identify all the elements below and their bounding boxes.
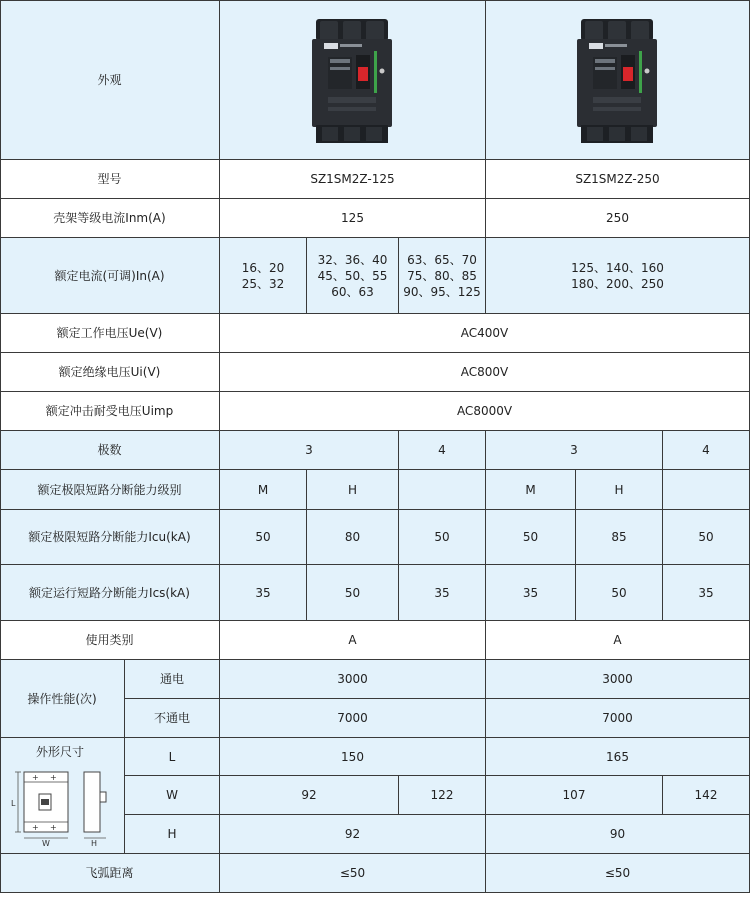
operation-label: 操作性能(次) [0,660,125,738]
svg-text:+: + [50,823,57,832]
rated-current-125-b: 32、36、40 45、50、55 60、63 [307,238,399,314]
grade-125-m: M [220,470,307,510]
working-voltage-label: 额定工作电压Ue(V) [0,314,220,353]
dimension-diagram-icon [10,768,120,848]
category-250: A [486,621,750,660]
category-label: 使用类别 [0,621,220,660]
model-250: SZ1SM2Z-250 [486,160,750,199]
insulation-voltage-value: AC800V [220,353,750,392]
model-label: 型号 [0,160,220,199]
icu-125-h: 80 [307,510,399,565]
grade-125-4p [399,470,486,510]
dim-l-label: L [125,738,220,776]
icu-250-4p: 50 [663,510,750,565]
grade-250-4p [663,470,750,510]
working-voltage-value: AC400V [220,314,750,353]
impulse-voltage-label: 额定冲击耐受电压Uimp [0,392,220,431]
dimensions-label: 外形尺寸 [36,745,85,759]
operation-on-250: 3000 [486,660,750,699]
category-125: A [220,621,486,660]
arc-distance-250: ≤50 [486,854,750,893]
poles-250-3: 3 [486,431,663,470]
svg-text:+: + [32,773,39,782]
circuit-breaker-icon [298,15,408,145]
operation-off-250: 7000 [486,699,750,738]
icu-250-h: 85 [576,510,663,565]
ics-250-h: 50 [576,565,663,621]
dim-h-125: 92 [220,815,486,854]
icu-125-4p: 50 [399,510,486,565]
poles-125-3: 3 [220,431,399,470]
operation-off-label: 不通电 [125,699,220,738]
rated-current-label: 额定电流(可调)In(A) [0,238,220,314]
ics-125-m: 35 [220,565,307,621]
rated-current-250: 125、140、160 180、200、250 [486,238,750,314]
icu-250-m: 50 [486,510,576,565]
ics-250-m: 35 [486,565,576,621]
icu-125-m: 50 [220,510,307,565]
appearance-label: 外观 [0,0,220,160]
icu-label: 额定极限短路分断能力Icu(kA) [0,510,220,565]
dim-w-label: W [125,776,220,815]
arc-distance-label: 飞弧距离 [0,854,220,893]
dim-w-250-3p: 107 [486,776,663,815]
svg-text:L: L [11,799,16,808]
dim-w-125-4p: 122 [399,776,486,815]
ics-125-4p: 35 [399,565,486,621]
frame-current-250: 250 [486,199,750,238]
frame-current-125: 125 [220,199,486,238]
dim-l-250: 165 [486,738,750,776]
dim-l-125: 150 [220,738,486,776]
dim-w-250-4p: 142 [663,776,750,815]
ics-label: 额定运行短路分断能力Ics(kA) [0,565,220,621]
svg-text:+: + [32,823,39,832]
operation-on-label: 通电 [125,660,220,699]
rated-current-125-a: 16、20 25、32 [220,238,307,314]
insulation-voltage-label: 额定绝缘电压Ui(V) [0,353,220,392]
dim-w-125-3p: 92 [220,776,399,815]
arc-distance-125: ≤50 [220,854,486,893]
impulse-voltage-value: AC8000V [220,392,750,431]
grade-250-h: H [576,470,663,510]
ics-250-4p: 35 [663,565,750,621]
ics-125-h: 50 [307,565,399,621]
operation-off-125: 7000 [220,699,486,738]
breaker-image-250 [486,0,750,160]
rated-current-125-c: 63、65、70 75、80、85 90、95、125 [399,238,486,314]
dimensions-label-cell [0,738,125,854]
svg-text:W: W [42,839,50,848]
breaking-grade-label: 额定极限短路分断能力级别 [0,470,220,510]
circuit-breaker-icon [563,15,673,145]
model-125: SZ1SM2Z-125 [220,160,486,199]
poles-125-4: 4 [399,431,486,470]
breaker-image-125 [220,0,486,160]
grade-125-h: H [307,470,399,510]
operation-on-125: 3000 [220,660,486,699]
svg-text:H: H [91,839,98,848]
poles-label: 极数 [0,431,220,470]
frame-current-label: 壳架等级电流Inm(A) [0,199,220,238]
svg-text:+: + [50,773,57,782]
poles-250-4: 4 [663,431,750,470]
dim-h-250: 90 [486,815,750,854]
grade-250-m: M [486,470,576,510]
dim-h-label: H [125,815,220,854]
